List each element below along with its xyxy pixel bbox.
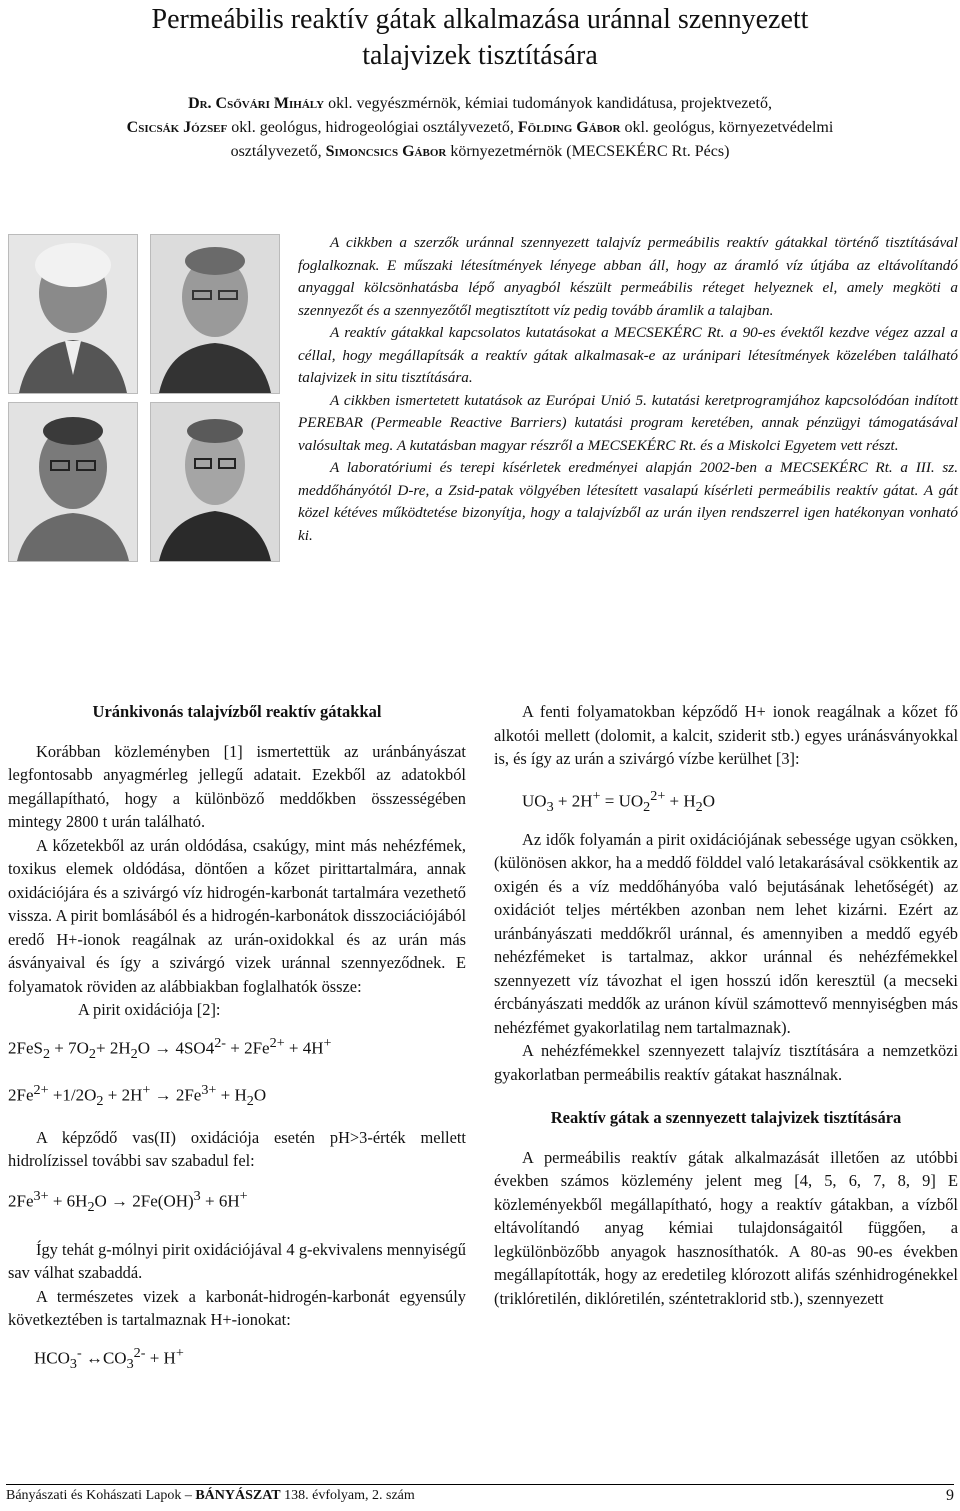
author-desc: okl. vegyészmérnök, kémiai tudományok kandidátusa, projektvezető, [324, 95, 772, 112]
body-paragraph: A nehézfémekkel szennyezett talajvíz tisztítására a nemzetközi gyakorlatban permeábilis reaktív gátakat használnak. [494, 1041, 958, 1084]
section-heading: Reaktív gátak a szennyezett talajvizek tisztítására [550, 1108, 902, 1128]
section-heading: Uránkivonás talajvízből reaktív gátakkal [92, 702, 382, 721]
body-paragraph: Korábban közleményben [1] ismertettük az uránbányászat legfontosabb anyagmérleg jellegű adatait. Ezekből az adatokból megállapítható, hogy a különböző meddőkben összességében mintegy 2800 t urán található. [8, 741, 466, 831]
journal-name-bold: BÁNYÁSZAT [195, 1488, 281, 1503]
author-list [0, 92, 960, 164]
author-name: Dr. Csővári Mihály [188, 95, 325, 112]
journal-issue: 138. évfolyam, 2. szám [280, 1488, 415, 1503]
equation-iron: $2Fe^{2+} +1/2O_2 + 2H^+ \to 2Fe^{3+} + H_2O$ [8, 1081, 267, 1109]
author-photo-3 [8, 402, 138, 562]
equation-carbonate: $HCO_3^-$ $\leftrightarrow CO_3^{2-} + H^+$ [34, 1344, 184, 1372]
abstract-paragraph: A cikkben a szerzők uránnal szennyezett talajvíz permeábilis reaktív gátakkal történő tisztításával foglalkoznak. E műszaki létesítmények lényege abban áll, hogy az áramló víz útjába az eltávolítandó anyaggal kölcsönhatásba lépő anyagból készült permeábilis réteget helyeznek el, amely megköti a szennyezőt és a szennyezőtől megtisztított víz pedig tovább áramlik a talajban. [298, 234, 958, 319]
body-paragraph: Az idők folyamán a pirit oxidációjának sebessége ugyan csökken, (különösen akkor, ha a meddő földdel való letakarásával csökkentik az oxigén és a víz meddőhányóba való bejutásának lehetőségét) az oxidációt teljes mértékben azonban nem lehet kizárni. Ezért az uránbányászati meddőkről uránnal, és amennyiben a meddő egyéb nehézfémeket is tartalmaz, akkor uránnal és nehézfémekkel szennyezett víz távozhat el igen hosszú időn keresztül (a mecseki ércbányászati meddők az uránon kívül számottevő mennyiségben más nehézfémet gyakorlatilag nem tartalmaznak). [494, 829, 958, 1037]
title-line-1: Permeábilis reaktív gátak alkalmazása uránnal szennyezett [151, 4, 809, 35]
author-desc: környezetmérnök (MECSEKÉRC Rt. Pécs) [446, 143, 730, 160]
equation-pyrite: $2FeS_2 + 7O_2+ 2H_2O \to 4SO4^{2-} + 2Fe^{2+} + 4H^+$ [8, 1034, 332, 1062]
page-footer [6, 1484, 954, 1507]
author-name: Simoncsics Gábor [325, 143, 447, 160]
body-paragraph: A képződő vas(II) oxidációja esetén pH>3-érték mellett hidrolízissel további sav szabadul fel: [8, 1127, 466, 1171]
author-desc: osztályvezető, [230, 143, 326, 160]
author-photo-2 [150, 234, 280, 394]
right-column [494, 700, 958, 1310]
author-name: Földing Gábor [517, 119, 621, 136]
abstract-paragraph: A laboratóriumi és terepi kísérletek eredményei alapján 2002-ben a MECSEKÉRC Rt. a III. sz. meddőhányótól D-re, a Zsid-patak völgyében létesített vasalapú kísérleti permeábilis reaktív gátat. A gát közel kétéves működtetése bizonyítja, hogy a talajvízből az urán ilyen rendszerrel igen hatékonyan vonható ki. [298, 459, 958, 544]
author-name: Csicsák József [126, 119, 228, 136]
abstract-paragraph: A cikkben ismertetett kutatások az Európai Unió 5. kutatási keretprogramjához kapcsolódóan indított PEREBAR (Permeable Reactive Barriers) kutatási program keretében, annak pénzügyi támogatásával valósultak meg. A kutatásban magyar részről a MECSEKÉRC Rt. és a Miskolci Egyetem vett részt. [298, 391, 958, 454]
equation-hydrolysis: $2Fe^{3+} + 6H_2O \to 2Fe(OH)^3 + 6H^+$ [8, 1187, 248, 1215]
article-title [0, 2, 960, 74]
abstract [298, 232, 958, 547]
left-column [8, 700, 466, 1375]
equation-uranium: $UO_3 + 2H^+ = UO_2^{2+} + H_2O$ [522, 787, 716, 815]
body-paragraph: A fenti folyamatokban képződő H+ ionok reagálnak a kőzet fő alkotói mellett (dolomit, a kalcit, sziderit stb.) egyes uránásványokkal is, és így az urán a szivárgó vízbe kerülhet [3]: [494, 702, 958, 768]
body-paragraph: A permeábilis reaktív gátak alkalmazását illetően az utóbbi években számos közlemény jelent meg [4, 5, 6, 7, 8, 9] E közleményekből megállapítható, hogy a reaktív gátakban, a vízből eltávolítandó anyag kémiai tulajdonságaitól függően, a legkülönbözőbb anyagok hasznosíthatók. A 80-as 90-es években megállapították, hogy az eredetileg klórozott alifás szénhidrogénekkel (triklóretilén, diklóretilén, széntetraklorid stb.), szennyezett [494, 1147, 958, 1308]
body-paragraph: A kőzetekből az urán oldódása, csakúgy, mint más nehézfémek, toxikus elemek oldódása, döntően a kőzet pirittartalmára, annak oxidációjára és a szivárgó víz hidrogén-karbonát tartalmára vezethető vissza. A pirit bomlásából és a hidrogén-karbonátok disszociációjából eredő H+-ionok reagálnak az urán-oxidokkal és az urán más ásványaival és így a szivárgó vizek uránnal szennyeződnek. E folyamatok röviden az alábbiakban foglalhatók össze: [8, 835, 466, 996]
body-paragraph: Így tehát g-mólnyi pirit oxidációjával 4 g-ekvivalens mennyiségű sav válhat szabaddá. [8, 1239, 466, 1283]
body-paragraph: A pirit oxidációja [2]: [78, 1000, 221, 1019]
body-paragraph: A természetes vizek a karbonát-hidrogén-karbonát egyensúly következtében is tartalmaznak H+-ionokat: [8, 1286, 466, 1330]
author-desc: okl. geológus, hidrogeológiai osztályvezető, [227, 119, 518, 136]
author-photo-1 [8, 234, 138, 394]
author-photo-4 [150, 402, 280, 562]
abstract-paragraph: A reaktív gátakkal kapcsolatos kutatásokat a MECSEKÉRC Rt. a 90-es évektől kezdve végez azzal a céllal, hogy megállapítsák a reaktív gátak alkalmasak-e az uránipari létesítmények közelében található talajvizek in situ tisztítására. [298, 324, 958, 386]
title-line-2: talajvizek tisztítására [362, 40, 598, 71]
page-number: 9 [946, 1487, 954, 1504]
author-desc: okl. geológus, környezetvédelmi [620, 119, 834, 136]
journal-name: Bányászati és Kohászati Lapok – [6, 1488, 196, 1503]
